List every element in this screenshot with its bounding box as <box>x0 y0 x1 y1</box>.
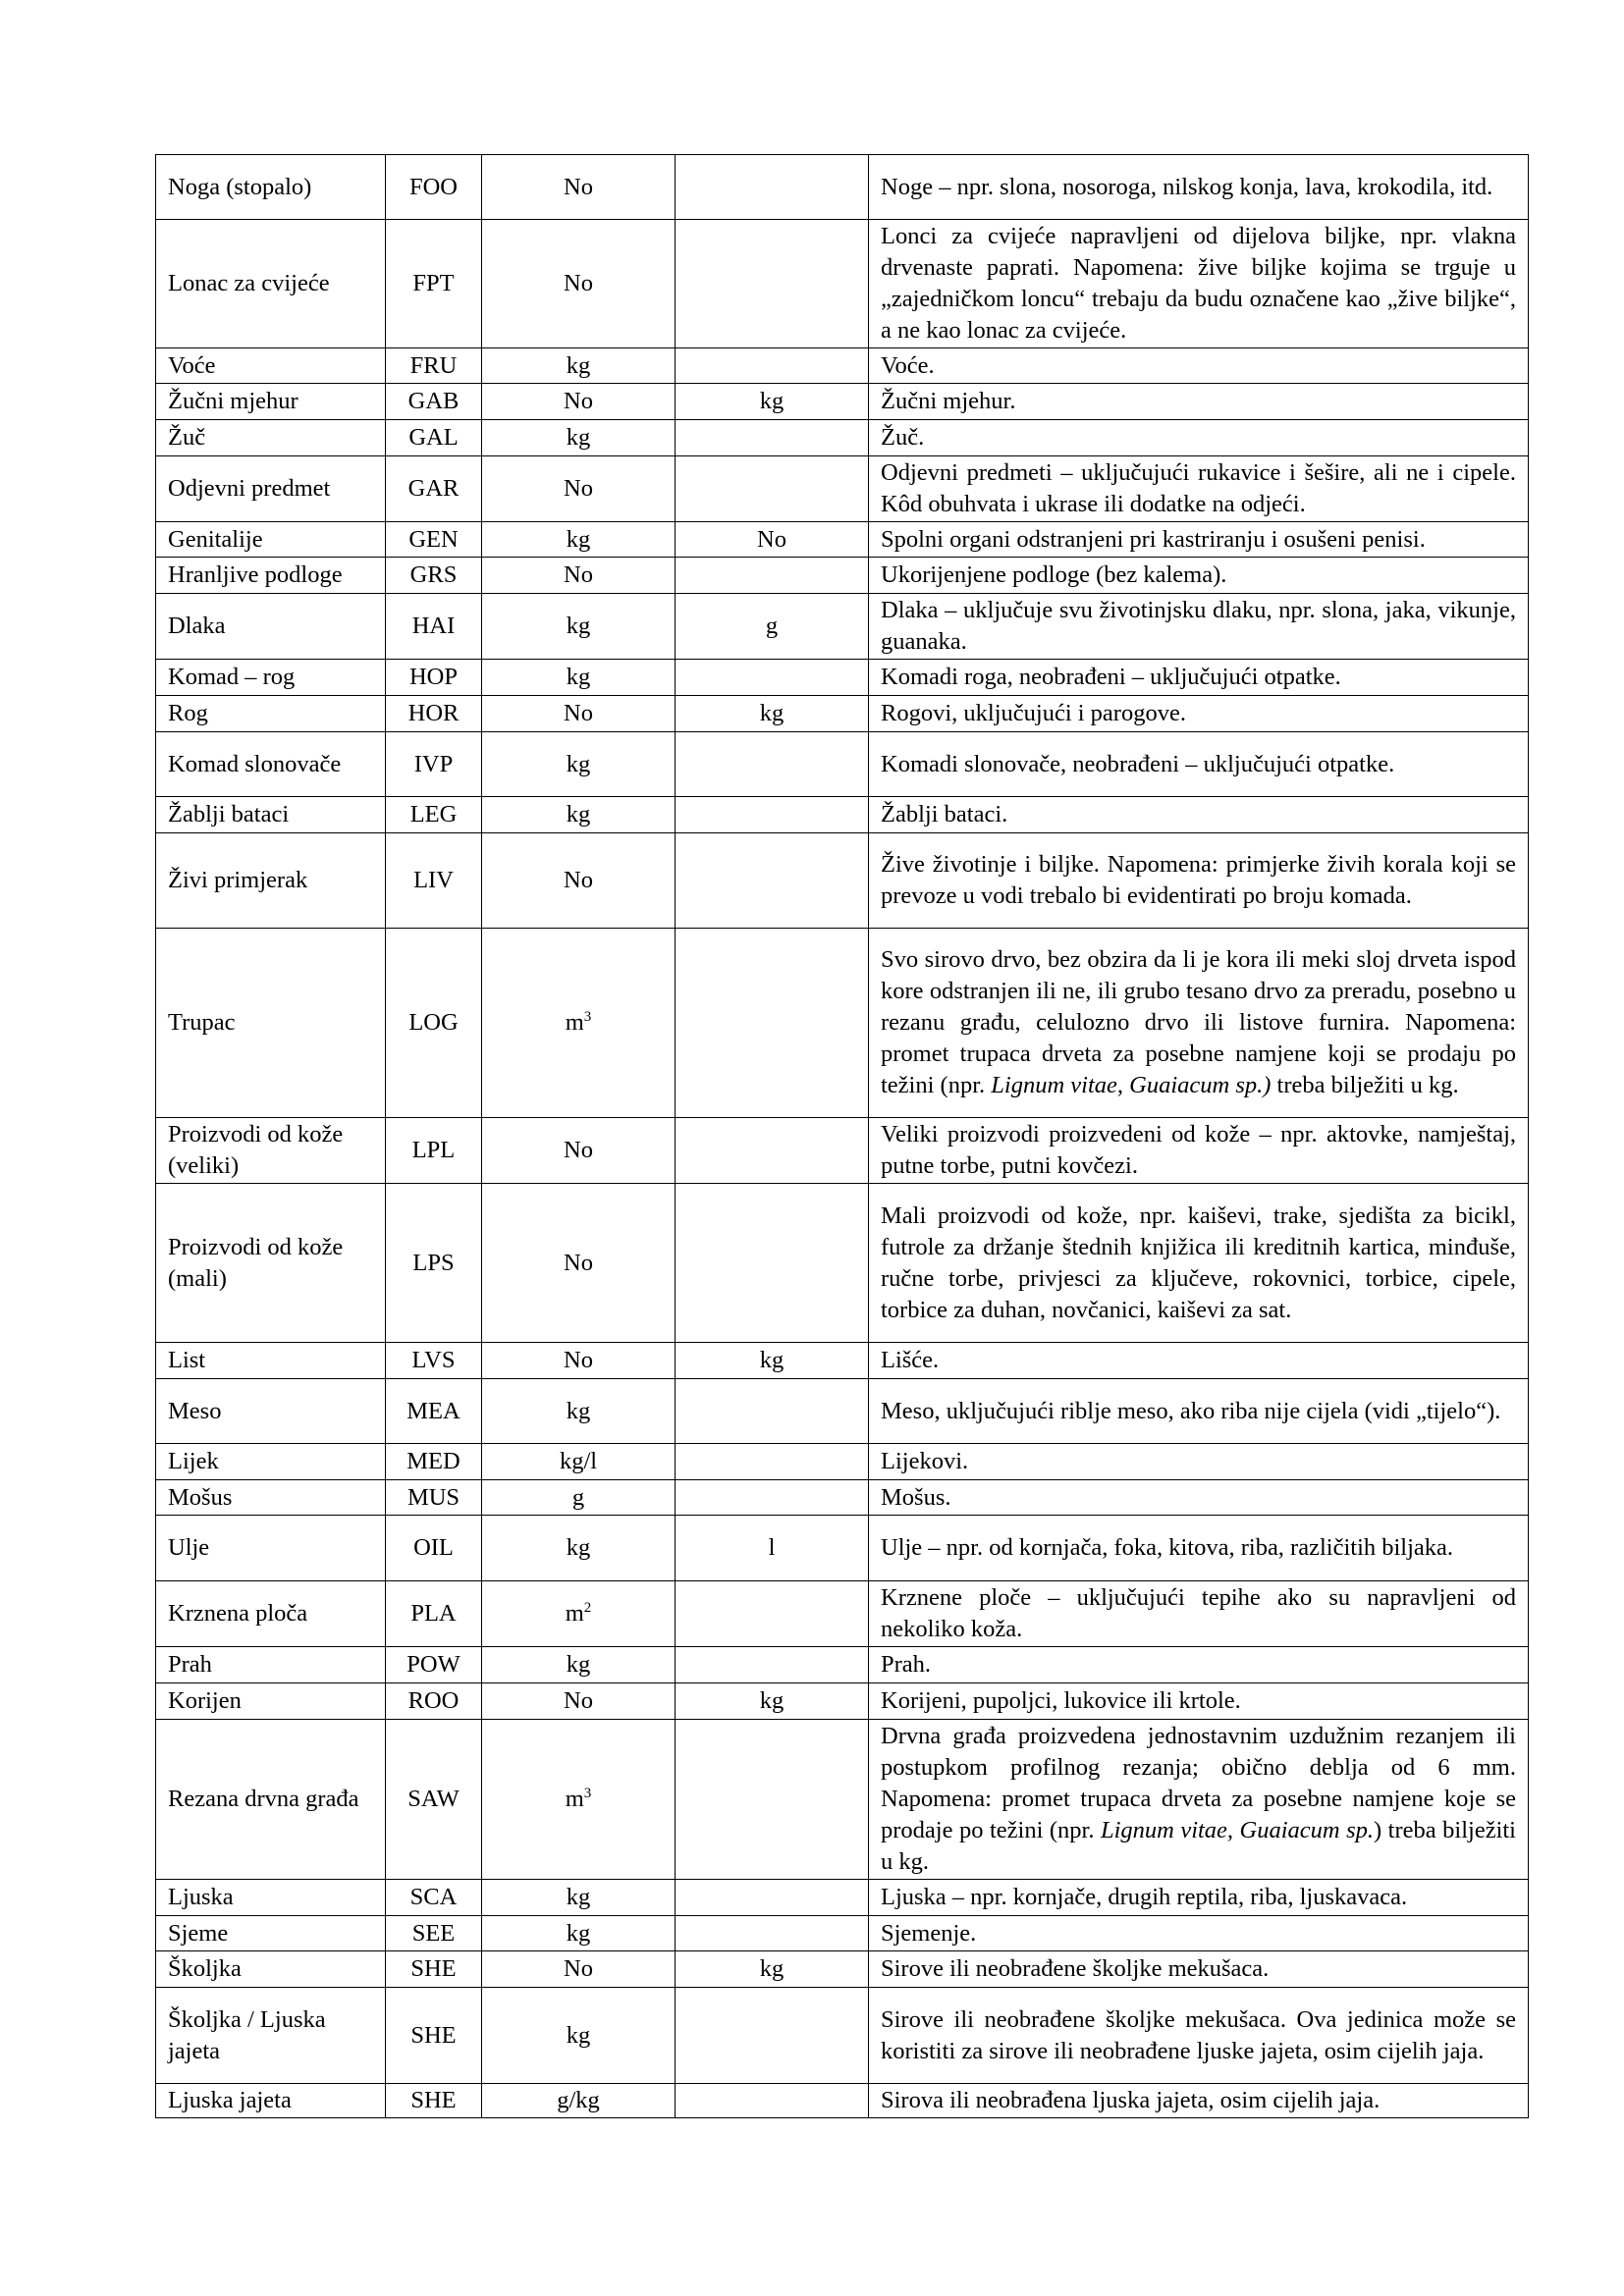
table-row <box>156 1118 1529 1184</box>
alt-unit-cell <box>676 1720 869 1880</box>
table-row <box>156 1880 1529 1916</box>
alt-unit-cell <box>676 348 869 384</box>
item-name-cell: Dlaka <box>156 594 386 660</box>
description-cell: Prah. <box>869 1647 1529 1683</box>
description-cell: Odjevni predmeti – uključujući rukavice i šešire, ali ne i cipele. Kôd obuhvata i ukrase ili dodatke na odjeći. <box>869 456 1529 522</box>
table-row <box>156 456 1529 522</box>
unit-cell: kg <box>482 420 676 456</box>
unit-cell <box>482 1720 676 1880</box>
alt-unit-cell: kg <box>676 384 869 420</box>
document-page <box>155 154 1528 2118</box>
unit-cell <box>482 1581 676 1647</box>
table-row <box>156 558 1529 594</box>
item-code-cell: GEN <box>386 522 482 558</box>
alt-unit-cell <box>676 1988 869 2084</box>
table-row <box>156 1916 1529 1951</box>
item-name-cell: Voće <box>156 348 386 384</box>
table-row <box>156 1343 1529 1379</box>
unit-cell: g <box>482 1480 676 1516</box>
alt-unit-cell <box>676 155 869 220</box>
item-code-cell: LOG <box>386 929 482 1118</box>
unit-cell: No <box>482 456 676 522</box>
item-name-cell: Proizvodi od kože (veliki) <box>156 1118 386 1184</box>
item-code-cell: SCA <box>386 1880 482 1916</box>
item-name-cell: Žablji bataci <box>156 797 386 833</box>
description-cell: Ljuska – npr. kornjače, drugih reptila, riba, ljuskavaca. <box>869 1880 1529 1916</box>
alt-unit-cell <box>676 420 869 456</box>
table-row <box>156 1683 1529 1720</box>
unit-cell: g/kg <box>482 2084 676 2118</box>
alt-unit-cell <box>676 1581 869 1647</box>
table-row <box>156 348 1529 384</box>
alt-unit-cell <box>676 1184 869 1343</box>
description-cell: Korijeni, pupoljci, lukovice ili krtole. <box>869 1683 1529 1720</box>
item-name-cell: Žučni mjehur <box>156 384 386 420</box>
alt-unit-cell <box>676 1118 869 1184</box>
unit-cell: No <box>482 833 676 929</box>
unit-cell: kg <box>482 1516 676 1581</box>
alt-unit-cell: kg <box>676 1951 869 1988</box>
table-row <box>156 594 1529 660</box>
item-name-cell: Školjka / Ljuska jajeta <box>156 1988 386 2084</box>
item-name-cell: Komad slonovače <box>156 732 386 797</box>
item-code-cell: SHE <box>386 1988 482 2084</box>
item-name-cell: Meso <box>156 1379 386 1444</box>
table-row <box>156 1184 1529 1343</box>
unit-cell: kg/l <box>482 1444 676 1480</box>
table-row <box>156 420 1529 456</box>
item-code-cell: SEE <box>386 1916 482 1951</box>
item-code-cell: SAW <box>386 1720 482 1880</box>
item-name-cell: Krznena ploča <box>156 1581 386 1647</box>
unit-cell: No <box>482 696 676 732</box>
item-code-cell: LPL <box>386 1118 482 1184</box>
item-name-cell: Lonac za cvijeće <box>156 220 386 348</box>
description-cell: Noge – npr. slona, nosoroga, nilskog konja, lava, krokodila, itd. <box>869 155 1529 220</box>
alt-unit-cell <box>676 797 869 833</box>
table-row <box>156 833 1529 929</box>
item-code-cell: PLA <box>386 1581 482 1647</box>
unit-cell: kg <box>482 732 676 797</box>
item-code-cell: HOR <box>386 696 482 732</box>
unit-exponent: 3 <box>583 1785 592 1801</box>
unit-exponent: 2 <box>583 1599 592 1616</box>
table-row <box>156 929 1529 1118</box>
table-row <box>156 797 1529 833</box>
table-row <box>156 1647 1529 1683</box>
item-name-cell: Proizvodi od kože (mali) <box>156 1184 386 1343</box>
table-row <box>156 1988 1529 2084</box>
unit-cell: No <box>482 1118 676 1184</box>
description-cell: Dlaka – uključuje svu životinjsku dlaku, npr. slona, jaka, vikunje, guanaka. <box>869 594 1529 660</box>
description-cell: Spolni organi odstranjeni pri kastriranju i osušeni penisi. <box>869 522 1529 558</box>
alt-unit-cell: l <box>676 1516 869 1581</box>
unit-cell: No <box>482 220 676 348</box>
item-code-cell: IVP <box>386 732 482 797</box>
description-cell: Sirove ili neobrađene školjke mekušaca. <box>869 1951 1529 1988</box>
alt-unit-cell <box>676 1647 869 1683</box>
item-code-cell: FOO <box>386 155 482 220</box>
description-cell: Veliki proizvodi proizvedeni od kože – npr. aktovke, namještaj, putne torbe, putni kovčezi. <box>869 1118 1529 1184</box>
table-row <box>156 1444 1529 1480</box>
alt-unit-cell: kg <box>676 696 869 732</box>
item-name-cell: Trupac <box>156 929 386 1118</box>
description-cell: Komadi slonovače, neobrađeni – uključujući otpatke. <box>869 732 1529 797</box>
table-row <box>156 384 1529 420</box>
description-cell: Komadi roga, neobrađeni – uključujući otpatke. <box>869 660 1529 696</box>
item-code-cell: GAL <box>386 420 482 456</box>
unit-cell: No <box>482 155 676 220</box>
item-code-cell: FRU <box>386 348 482 384</box>
table-row <box>156 1581 1529 1647</box>
description-cell: Svo sirovo drvo, bez obzira da li je kora ili meki sloj drveta ispod kore odstranjen ili ne, ili grubo tesano drvo za preradu, posebno u rezanu građu, celulozno drvo ili listove furnira. Napomena: promet trupaca drveta za posebne namjene koji se prodaju po težini (npr. Lignum vitae, Guaiacum sp.) treba bilježiti u kg. <box>869 929 1529 1118</box>
unit-text: m <box>565 1600 584 1627</box>
description-cell: Ulje – npr. od kornjača, foka, kitova, riba, različitih biljaka. <box>869 1516 1529 1581</box>
table-row <box>156 1951 1529 1988</box>
description-cell: Rogovi, uključujući i parogove. <box>869 696 1529 732</box>
description-cell: Drvna građa proizvedena jednostavnim uzdužnim rezanjem ili postupkom profilnog rezanja; obično deblja od 6 mm. Napomena: promet trupaca drveta za posebne namjene koje se prodaje po težini (npr. Lignum vitae, Guaiacum sp.) treba bilježiti u kg. <box>869 1720 1529 1880</box>
unit-cell: kg <box>482 797 676 833</box>
unit-cell: kg <box>482 1916 676 1951</box>
alt-unit-cell <box>676 558 869 594</box>
table-row <box>156 1379 1529 1444</box>
item-name-cell: Ljuska jajeta <box>156 2084 386 2118</box>
item-code-cell: OIL <box>386 1516 482 1581</box>
item-name-cell: Ulje <box>156 1516 386 1581</box>
item-code-cell: LPS <box>386 1184 482 1343</box>
table-row <box>156 155 1529 220</box>
table-row <box>156 522 1529 558</box>
alt-unit-cell: g <box>676 594 869 660</box>
table-row <box>156 732 1529 797</box>
description-cell: Lonci za cvijeće napravljeni od dijelova biljke, npr. vlakna drvenaste paprati. Napomena: žive biljke kojima se trguje u „zajedničkom loncu“ trebaju da budu označene kao „žive biljke“, a ne kao lonac za cvijeće. <box>869 220 1529 348</box>
item-name-cell: Rog <box>156 696 386 732</box>
item-code-cell: HAI <box>386 594 482 660</box>
unit-cell: kg <box>482 1379 676 1444</box>
table-body <box>156 155 1529 2118</box>
unit-cell: No <box>482 384 676 420</box>
description-cell: Lišće. <box>869 1343 1529 1379</box>
alt-unit-cell: No <box>676 522 869 558</box>
unit-cell: No <box>482 1343 676 1379</box>
unit-cell: No <box>482 1184 676 1343</box>
alt-unit-cell <box>676 732 869 797</box>
description-cell: Žive životinje i biljke. Napomena: primjerke živih korala koji se prevoze u vodi trebalo bi evidentirati po broju komada. <box>869 833 1529 929</box>
description-cell: Žablji bataci. <box>869 797 1529 833</box>
item-code-cell: SHE <box>386 1951 482 1988</box>
item-name-cell: Sjeme <box>156 1916 386 1951</box>
alt-unit-cell <box>676 660 869 696</box>
item-name-cell: Školjka <box>156 1951 386 1988</box>
description-cell: Meso, uključujući riblje meso, ako riba nije cijela (vidi „tijelo“). <box>869 1379 1529 1444</box>
table-row <box>156 220 1529 348</box>
item-code-cell: SHE <box>386 2084 482 2118</box>
item-code-cell: LIV <box>386 833 482 929</box>
item-code-cell: MEA <box>386 1379 482 1444</box>
unit-text: m <box>565 1009 584 1036</box>
table-row <box>156 1516 1529 1581</box>
item-name-cell: Odjevni predmet <box>156 456 386 522</box>
alt-unit-cell <box>676 1379 869 1444</box>
item-code-cell: LEG <box>386 797 482 833</box>
description-cell: Žuč. <box>869 420 1529 456</box>
alt-unit-cell <box>676 1480 869 1516</box>
item-name-cell: Živi primjerak <box>156 833 386 929</box>
item-name-cell: Lijek <box>156 1444 386 1480</box>
item-name-cell: Žuč <box>156 420 386 456</box>
item-name-cell: Ljuska <box>156 1880 386 1916</box>
alt-unit-cell <box>676 1880 869 1916</box>
alt-unit-cell <box>676 1444 869 1480</box>
item-code-cell: POW <box>386 1647 482 1683</box>
unit-cell: kg <box>482 594 676 660</box>
alt-unit-cell: kg <box>676 1683 869 1720</box>
alt-unit-cell <box>676 456 869 522</box>
alt-unit-cell: kg <box>676 1343 869 1379</box>
description-cell: Lijekovi. <box>869 1444 1529 1480</box>
unit-cell <box>482 929 676 1118</box>
table-row <box>156 660 1529 696</box>
table-row <box>156 2084 1529 2118</box>
description-cell: Sirova ili neobrađena ljuska jajeta, osim cijelih jaja. <box>869 2084 1529 2118</box>
item-code-cell: GAR <box>386 456 482 522</box>
alt-unit-cell <box>676 2084 869 2118</box>
item-code-cell: FPT <box>386 220 482 348</box>
table-row <box>156 1720 1529 1880</box>
item-code-cell: MED <box>386 1444 482 1480</box>
table-row <box>156 696 1529 732</box>
item-code-cell: MUS <box>386 1480 482 1516</box>
item-name-cell: Korijen <box>156 1683 386 1720</box>
alt-unit-cell <box>676 220 869 348</box>
description-cell: Krznene ploče – uključujući tepihe ako su napravljeni od nekoliko koža. <box>869 1581 1529 1647</box>
item-code-cell: LVS <box>386 1343 482 1379</box>
item-name-cell: List <box>156 1343 386 1379</box>
unit-cell: kg <box>482 348 676 384</box>
item-name-cell: Genitalije <box>156 522 386 558</box>
item-name-cell: Prah <box>156 1647 386 1683</box>
description-cell: Sjemenje. <box>869 1916 1529 1951</box>
item-name-cell: Mošus <box>156 1480 386 1516</box>
item-name-cell: Rezana drvna građa <box>156 1720 386 1880</box>
alt-unit-cell <box>676 1916 869 1951</box>
description-cell: Voće. <box>869 348 1529 384</box>
description-cell: Mošus. <box>869 1480 1529 1516</box>
item-code-cell: GAB <box>386 384 482 420</box>
description-cell: Mali proizvodi od kože, npr. kaiševi, trake, sjedišta za bicikl, futrole za držanje štednih knjižica ili kreditnih kartica, minđuše, ručne torbe, privjesci za ključeve, rokovnici, torbice, cipele, torbice za duhan, novčanici, kaiševi za sat. <box>869 1184 1529 1343</box>
description-cell: Ukorijenjene podloge (bez kalema). <box>869 558 1529 594</box>
unit-cell: kg <box>482 1988 676 2084</box>
unit-cell: kg <box>482 1647 676 1683</box>
unit-text: m <box>565 1786 584 1812</box>
alt-unit-cell <box>676 929 869 1118</box>
unit-cell: kg <box>482 660 676 696</box>
unit-cell: No <box>482 558 676 594</box>
alt-unit-cell <box>676 833 869 929</box>
units-table <box>155 154 1529 2118</box>
unit-exponent: 3 <box>583 1008 592 1025</box>
description-cell: Sirove ili neobrađene školjke mekušaca. Ova jedinica može se koristiti za sirove ili neobrađene ljuske jajeta, osim cijelih jaja. <box>869 1988 1529 2084</box>
description-cell: Žučni mjehur. <box>869 384 1529 420</box>
item-name-cell: Komad – rog <box>156 660 386 696</box>
item-name-cell: Hranljive podloge <box>156 558 386 594</box>
item-code-cell: GRS <box>386 558 482 594</box>
unit-cell: kg <box>482 522 676 558</box>
item-code-cell: ROO <box>386 1683 482 1720</box>
unit-cell: kg <box>482 1880 676 1916</box>
item-name-cell: Noga (stopalo) <box>156 155 386 220</box>
table-row <box>156 1480 1529 1516</box>
item-code-cell: HOP <box>386 660 482 696</box>
unit-cell: No <box>482 1951 676 1988</box>
unit-cell: No <box>482 1683 676 1720</box>
